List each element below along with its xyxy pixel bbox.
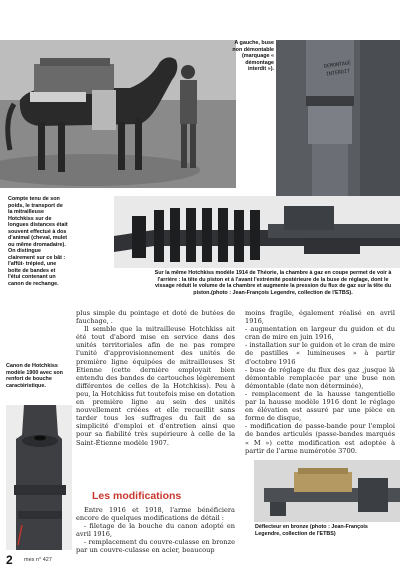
page-number: 2 — [6, 553, 13, 567]
paragraph: Il semble que la mitrailleuse Hotchkiss ait été tout d'abord mise en service dans des unités territoriales afin de ne pas rompre l'unité d'approvisionnement des unités de première ligne équipées de mitrailleuses St Etienne (cette dernière employait bien entendu des bandes de cartouches légèrement différentes de celles de la Hotchkiss). Peu à peu, la Hotchkiss fut toutefois mise en dotation en première ligne au sein des unités nouvellement créées et elle recueillit sans tarder tous les suffrages du fait de sa simplicité d'emploi et d'entretien ainsi que pour sa fiabilité très supérieure à celle de la Saint-Étienne modèle 1907. — [76, 325, 235, 447]
photo-canon-1900 — [6, 405, 72, 550]
paragraph: moins fragile, également réalisé en avril 1916, — [245, 309, 395, 326]
caption-canon-1900: Canon de Hotchkiss modèle 1900 avec son renfort de bouche caractéristique. — [6, 363, 63, 389]
photo-deflecteur — [254, 460, 400, 522]
barrel-illustration — [6, 405, 72, 550]
caption-deflecteur: Déflecteur en bronze (photo : Jean-François Legendre, collection de l'ETBS) — [255, 524, 368, 537]
caption-transport: Compte tenu de son poids, le transport de la mitrailleuse Hotchkiss sur de longues distances était souvent effectué à dos d'animal (cheval, mulet ou même dromadaire). On distingue clairement sur ce bât : l'affût- trépied, une boîte de bandes et l'étui contenant un canon de rechange. — [8, 196, 68, 287]
paragraph: - installation sur le guidon et le cran de mire de pastilles « lumineuses » à partir d'octobre 1916 — [245, 341, 395, 366]
photo-gas-chamber — [114, 196, 400, 268]
photo-buse-marking — [276, 40, 400, 198]
paragraph: - remplacement de la hausse tangentielle par la hausse modèle 1916 dont le réglage en élévation est assuré par une pièce en forme de disque, — [245, 389, 395, 423]
text-column-1b — [76, 506, 235, 555]
paragraph: Entre 1916 et 1918, l'arme bénéficiera encore de quelques modifications de détail : — [76, 506, 235, 523]
paragraph: - filetage de la bouche du canon adopté en avril 1916, — [76, 522, 235, 539]
caption-chambre: Sur la même Hotchkiss modèle 1914 de Théorie, la chambre à gaz en coupe permet de voir à l'arrière : la tête du piston et à l'avant l'extrémité postérieure de la buse de réglage, dont le vissage réduit le volume de la chambre et augmente la pression du flux de gaz sur la tête du piston.(photo : Jean-François Legendre, collection de l'ETBS). — [154, 270, 392, 296]
paragraph: - remplacement du couvre-culasse en bronze par un couvre-culasse en acier, beaucoup — [76, 538, 235, 555]
section-heading: Les modifications — [92, 490, 182, 502]
gas-chamber-illustration — [114, 196, 400, 268]
paragraph: - buse de réglage du flux des gaz ,jusque là démontable remplacée par une buse non démontable (date non déterminée), — [245, 365, 395, 390]
magazine-footer: mes n° 427 — [24, 557, 52, 563]
text-column-2 — [245, 309, 395, 455]
paragraph: - modification de passe-bande pour l'emploi de bandes articulés (passe-bandes marqués « M ») cette modification est adoptée à partir de l'arme numérotée 3700. — [245, 422, 395, 455]
caption-buse: A gauche, buse non démontable (marquage « démontage interdit »). — [232, 40, 274, 72]
marking-text-line2: INTERDIT — [325, 68, 351, 78]
horse-soldier-illustration — [0, 40, 236, 188]
paragraph: plus simple du pointage et doté de butées de fauchage, . — [76, 309, 235, 326]
text-column-1 — [76, 309, 235, 447]
deflecteur-illustration — [254, 460, 400, 522]
photo-horse-transport — [0, 40, 236, 188]
marking-text-line1: DEMONTAGE — [323, 60, 352, 70]
paragraph: - augmentation en largeur du guidon et du cran de mire en juin 1916, — [245, 325, 395, 342]
